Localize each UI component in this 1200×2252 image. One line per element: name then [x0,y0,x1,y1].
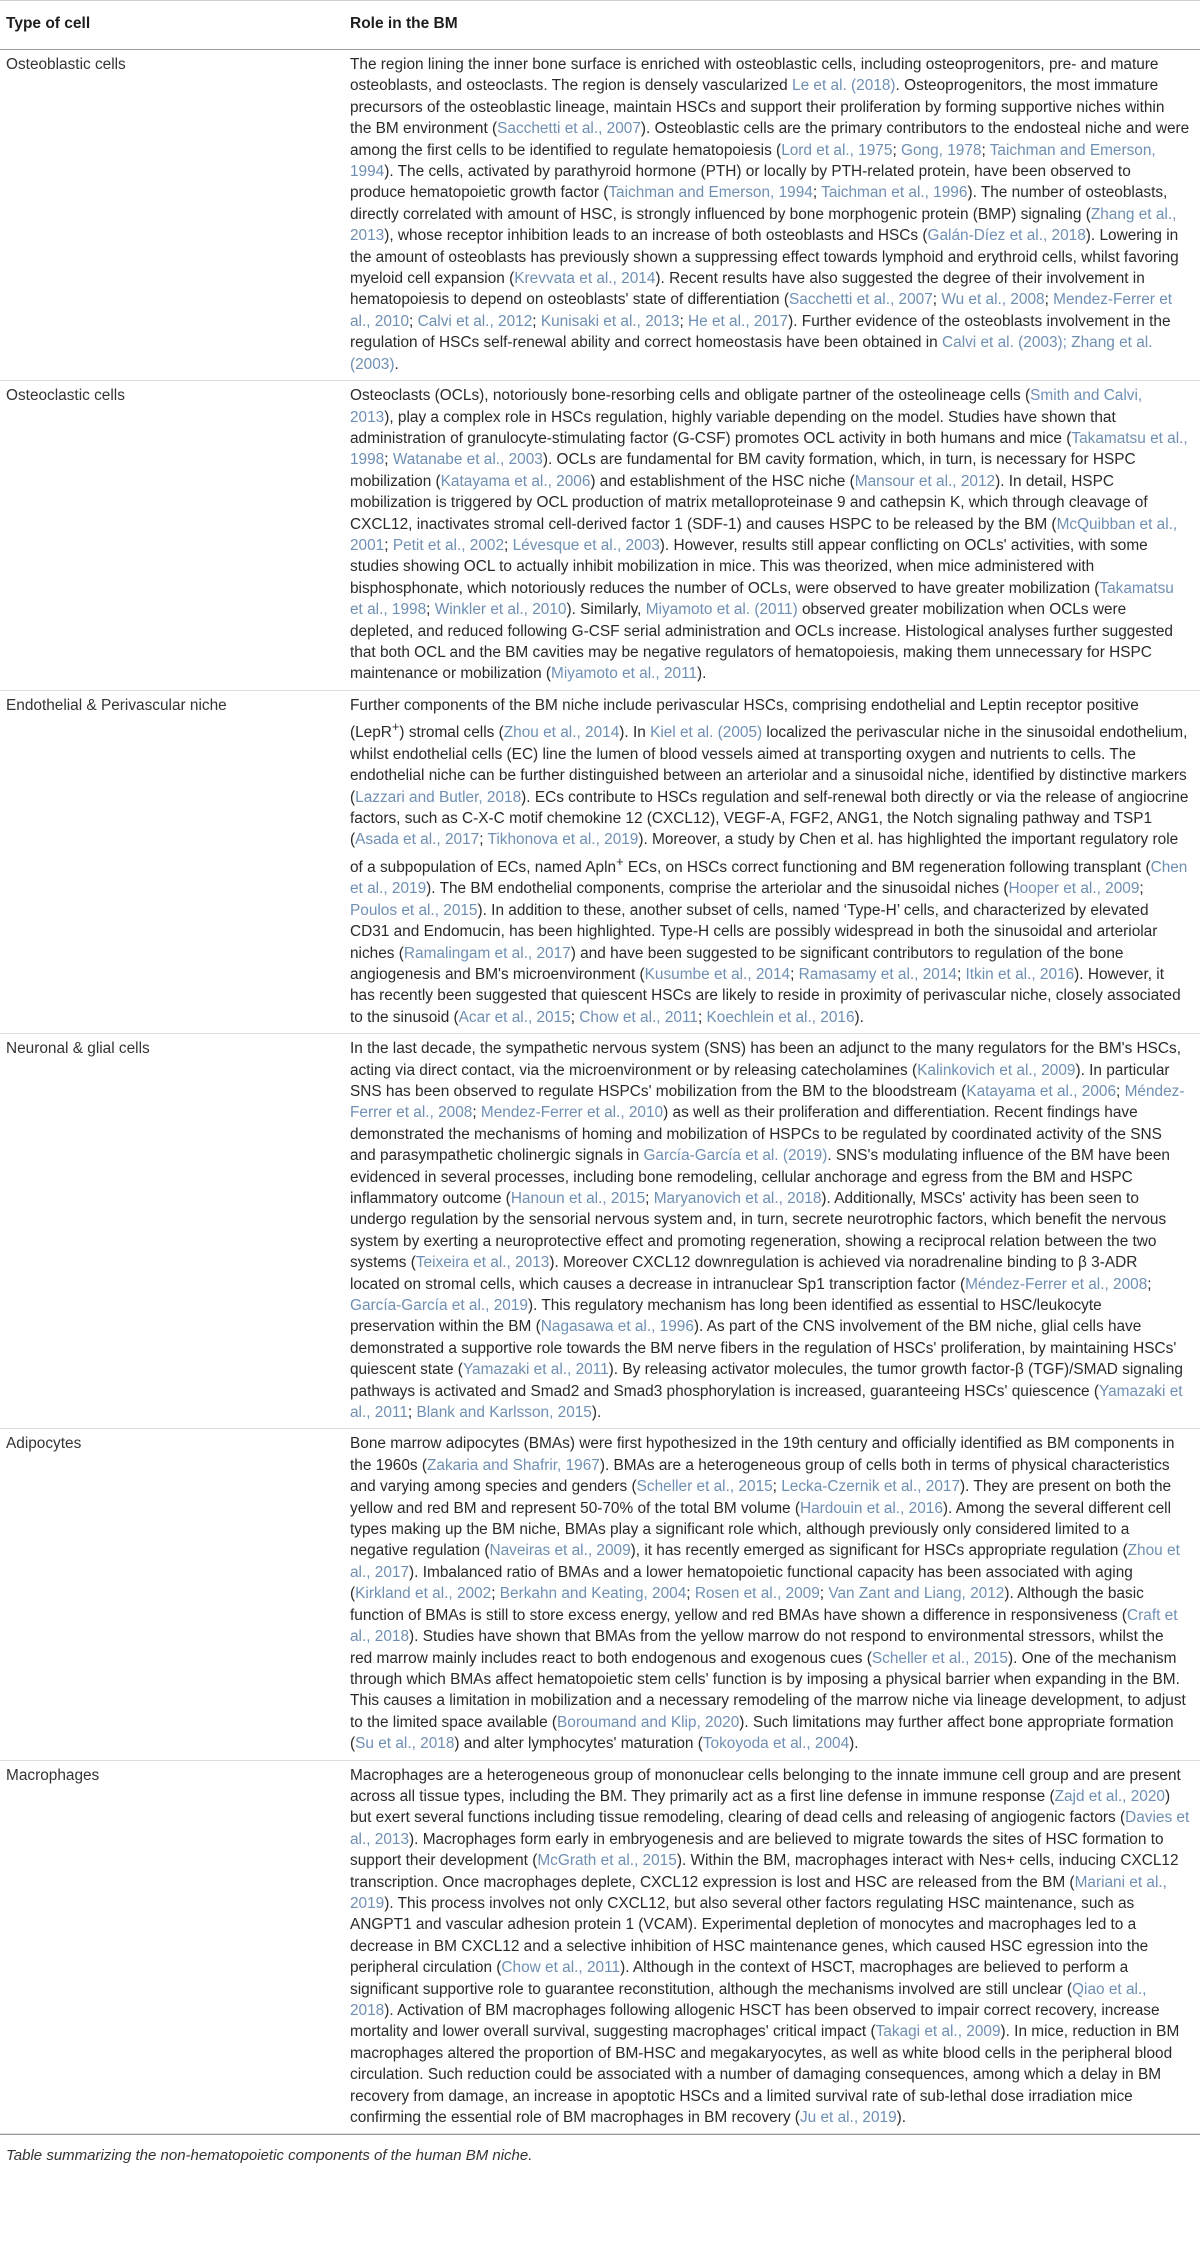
reference-link[interactable]: Hardouin et al., 2016 [799,1499,943,1517]
role-text: . SNS's modulating influence of the BM have been evidenced in several processes, including bone remodeling, cellular anchorage and egress from the BM and HSPC inflammatory outcome ( [350,1147,1170,1207]
reference-link[interactable]: Takamatsu et al., 1998 [350,579,1174,619]
reference-link[interactable]: Yamazaki et al., 2011 [350,1382,1183,1422]
role-text: ). However, it has recently been suggested that quiescent HSCs are likely to reside in proximity of perivascular niche, closely associated to the sinusoid ( [350,965,1181,1026]
role-text: ). Additionally, MSCs' activity has been seen to undergo regulation by the sensorial nervous system and, in turn, secrete neurotrophic factors, which benefit the nervous system by exerting a neuroprotective effect and promoting regeneration, showing a reciprocal relation between the two systems ( [350,1189,1167,1272]
role-text: ) but exert several functions including tissue remodeling, clearing of dead cells and releasing of angiogenic factors ( [350,1787,1171,1827]
header-row [0,1,1200,50]
reference-link[interactable]: Gong, 1978 [901,141,982,159]
role-text: ; [504,536,513,554]
reference-link[interactable]: Acar et al., 2015 [458,1008,571,1026]
role-text: observed greater mobilization when OCLs were depleted, and reduced following G-CSF serial administration and OCLs increase. Histological analyses further suggested that both OCL and the BM cavities may be negative regulators of hematopoiesis, making them unnecessary for HSPC maintenance or mobilization ( [350,601,1173,683]
role-text: ). Moreover CXCL12 downregulation is achieved via noradrenaline binding to β 3-ADR located on stromal cells, which causes a decrease in intranuclear Sp1 transcription factor ( [350,1254,1138,1293]
role-text: ; [1044,291,1054,309]
role-text: ; [645,1189,654,1207]
reference-link[interactable]: Katayama et al., 2006 [966,1082,1117,1100]
role-text: ). Moreover, a study by Chen et al. has highlighted the important regulatory role of a subpopulation of ECs, named Apln [350,831,1179,876]
role-text: ; [679,312,688,330]
reference-link[interactable]: Zakaria and Shafrir, 1967 [427,1456,600,1474]
role-text: . [394,355,399,373]
table-row [0,1034,1200,1429]
role-text: ; [384,451,393,469]
role-text: ; [932,291,942,309]
reference-link[interactable]: Winkler et al., 2010 [434,601,567,619]
reference-link[interactable]: Miyamoto et al. (2011) [645,601,798,619]
reference-link[interactable]: Yamazaki et al., 2011 [462,1361,609,1379]
role-text: ). The BM endothelial components, comprise the arteriolar and the sinusoidal niches ( [426,880,1009,898]
reference-link[interactable]: Takamatsu et al., 1998 [350,429,1188,469]
reference-link[interactable]: McQuibban et al., 2001 [350,515,1178,554]
reference-link[interactable]: Sacchetti et al., 2007 [497,120,641,138]
reference-link[interactable]: Ramasamy et al., 2014 [798,965,957,983]
role-text: ; [697,1008,707,1026]
role-text: ). They are present on both the yellow and red BM and represent 50-70% of the total BM volume ( [350,1478,1172,1517]
reference-link[interactable]: Blank and Karlsson, 2015 [416,1404,592,1422]
reference-link[interactable]: Méndez-Ferrer et al., 2008 [965,1275,1148,1293]
reference-link[interactable]: Taichman and Emerson, 1994 [608,184,813,202]
role-text: ). However, results still appear conflicting on OCLs' activities, with some studies showing OCL to actually inhibit mobilization in mice. This was theorized, when mice administered with bisphosphonate, which notoriously reduces the number of OCLs, were observed to have greater mobilization ( [350,536,1148,597]
reference-link[interactable]: Poulos et al., 2015 [350,901,478,919]
role-text: ). By releasing activator molecules, the tumor growth factor-β (TGF)/SMAD signaling pathways is activated and Smad2 and Smad3 phosphorylation is increased, guaranteeing HSCs' quiescence ( [350,1361,1183,1400]
reference-link[interactable]: Kunisaki et al., 2013 [540,312,680,330]
role-text: Bone marrow adipocytes (BMAs) were first hypothesized in the 19th century and officially identified as BM components in the 1960s ( [350,1435,1175,1474]
cell-role-description [350,1429,1200,1760]
cell-role-description [350,1034,1200,1429]
role-text: ). This process involves not only CXCL12, but also several other factors regulating HSC maintenance, such as ANGPT1 and vascular adhesion protein 1 (VCAM). Experimental depletion of monocytes and macrophages led to a decrease in BM CXCL12 and a selective inhibition of HSC maintenance genes, which caused HSC egression into the peripheral circulation ( [350,1894,1149,1977]
role-text: ). Although in the context of HSCT, macrophages are believed to perform a significant supportive role to guarantee reconstitution, although the mechanisms involved are still unclear ( [350,1959,1129,1998]
role-text: ). In addition to these, another subset of cells, named ‘Type-H’ cells, and characterized by elevated CD31 and Endomucin, has been highlighted. Type-H cells are possibly widespread in both the sinusoidal and arteriolar niches ( [350,901,1158,962]
reference-link[interactable]: Mansour et al., 2012 [854,472,996,490]
role-text: ) and establishment of the HSC niche ( [590,472,855,490]
cell-type: Macrophages [0,1760,350,2134]
superscript: + [616,853,624,869]
reference-link[interactable]: Ramalingam et al., 2017 [403,944,571,962]
role-text: ; [892,141,901,159]
reference-link[interactable]: Petit et al., 2002 [392,536,505,554]
reference-link[interactable]: Hooper et al., 2009 [1008,880,1140,898]
reference-link[interactable]: Taichman and Emerson, 1994 [350,141,1156,181]
superscript: + [391,719,400,735]
cell-type: Adipocytes [0,1429,350,1760]
role-text: ). Studies have shown that BMAs from the yellow marrow do not respond to environmental stressors, whilst the red marrow mainly includes react to both endogenous and exogenous cues ( [350,1628,1164,1667]
role-text: ) and have been suggested to be significant contributors to regulation of the bone angiogenesis and BM's microenvironment ( [350,944,1124,983]
cell-role-description [350,50,1200,381]
reference-link[interactable]: Su et al., 2018 [355,1735,455,1753]
cell-role-description [350,1760,1200,2134]
reference-link[interactable]: Calvi et al. (2003); Zhang et al. (2003) [350,334,1153,373]
role-text: ). Imbalanced ratio of BMAs and a lower hematopoietic functional capacity has been associated with aging ( [350,1563,1133,1603]
role-text: ). [896,2109,907,2127]
role-text: ). Among the several different cell types making up the BM niche, BMAs play a significant role which, although previously only considered limited to a negative regulation ( [350,1499,1172,1560]
header-type-of-cell: Type of cell [0,1,350,50]
role-text: ; [1139,880,1144,898]
reference-link[interactable]: Tokoyoda et al., 2004 [702,1735,850,1753]
reference-link[interactable]: Lecka-Czernik et al., 2017 [781,1478,961,1496]
reference-link[interactable]: Calvi et al., 2012 [417,312,533,330]
reference-link[interactable]: Zajd et al., 2020 [1054,1787,1165,1805]
reference-link[interactable]: Kirkland et al., 2002 [355,1585,492,1603]
reference-link[interactable]: Mendez-Ferrer et al., 2010 [350,291,1173,330]
role-text: ; [981,141,990,159]
reference-link[interactable]: Miyamoto et al., 2011 [551,665,698,683]
role-text: ; [686,1585,695,1603]
role-text: Macrophages are a heterogeneous group of mononuclear cells belonging to the innate immune cell group and are present across all tissue types, including the BM. They primarily act as a first line defense in immune response ( [350,1766,1181,1805]
role-text: . Osteoprogenitors, the most immature precursors of the osteoblastic lineage, maintain HSCs and support their proliferation by forming supportive niches within the BM environment ( [350,77,1165,138]
role-text: ; [772,1478,782,1496]
reference-link[interactable]: Zhou et al., 2014 [503,724,620,742]
role-text: ECs, on HSCs correct functioning and BM regeneration following transplant ( [623,858,1151,876]
reference-link[interactable]: García-García et al., 2019 [350,1297,528,1314]
cell-type: Osteoblastic cells [0,50,350,381]
role-text: ), it has recently emerged as significant for HSCs appropriate regulation ( [630,1542,1128,1560]
role-text: ). Similarly, [566,601,646,619]
reference-link[interactable]: Lévesque et al., 2003 [512,536,660,554]
reference-link[interactable]: Chen et al., 2019 [350,858,1188,898]
reference-link[interactable]: McGrath et al., 2015 [537,1852,677,1870]
role-text: ) as well as their proliferation and differentiation. Recent findings have demonstrated the mechanisms of homing and mobilization of HSPCs to be regulated by coordinated activity of the SNS and parasympathetic cholinergic signals in [350,1104,1162,1165]
reference-link[interactable]: Craft et al., 2018 [350,1606,1178,1646]
role-text: ; [407,1404,417,1422]
role-text: ). This regulatory mechanism has long been identified as essential to HSC/leukocyte preservation within the BM ( [350,1297,1102,1336]
role-text: ). In mice, reduction in BM macrophages altered the proportion of BM-HSC and megakaryocytes, as well as white blood cells in the peripheral blood circulation. Such reduction could be associated with a number of damaging consequences, among which a delay in BM recovery from damage, an increase in apoptotic HSCs and a limited survival rate of sub-lethal dose irradiation mice confirming the essential role of BM macrophages in BM recovery ( [350,2023,1180,2127]
role-text: ). [697,665,707,683]
role-text: ). Within the BM, macrophages interact with Nes+ cells, inducing CXCL12 transcription. Once macrophages deplete, CXCL12 expression is lost and HSC are released from the BM ( [350,1852,1179,1891]
reference-link[interactable]: Van Zant and Liang, 2012 [828,1585,1005,1603]
table-row [0,690,1200,1033]
reference-link[interactable]: García-García et al. (2019) [643,1147,828,1165]
cell-role-description [350,690,1200,1033]
role-text: ). Further evidence of the osteoblasts involvement in the regulation of HSCs self-renewal ability and correct homeostasis have been obtained in [350,312,1171,352]
cell-type: Osteoclastic cells [0,381,350,691]
reference-link[interactable]: Tikhonova et al., 2019 [487,831,639,849]
role-text: ). [591,1404,602,1422]
role-text: ; [384,536,393,554]
reference-link[interactable]: Zhou et al., 2017 [350,1542,1180,1581]
reference-link[interactable]: Chow et al., 2011 [579,1008,698,1026]
reference-link[interactable]: Wu et al., 2008 [941,291,1045,309]
role-text: ). Macrophages form early in embryogenesis and are believed to migrate towards the sites of HSC formation to support their development ( [350,1830,1164,1870]
reference-link[interactable]: Taichman et al., 1996 [821,184,968,202]
reference-link[interactable]: Naveiras et al., 2009 [489,1542,631,1560]
role-text: ). The cells, activated by parathyroid hormone (PTH) or locally by PTH-related protein, have been observed to produce hematopoietic growth factor ( [350,163,1131,202]
table-row [0,381,1200,691]
reference-link[interactable]: Lazzari and Butler, 2018 [355,788,522,806]
table-row [0,50,1200,381]
role-text: ) and alter lymphocytes' maturation ( [454,1735,703,1753]
role-text: ). In detail, HSPC mobilization is triggered by OCL production of matrix metalloproteinase 9 and cathepsin K, which through cleavage of CXCL12, inactivates stromal cell-derived factor 1 (SDF-1) and causes HSPC to be released by the BM ( [350,472,1148,533]
reference-link[interactable]: Sacchetti et al., 2007 [789,291,933,309]
reference-link[interactable]: Mendez-Ferrer et al., 2010 [480,1104,664,1122]
role-text: ; [479,831,488,849]
role-text: ). The number of osteoblasts, directly correlated with amount of HSC, is strongly influenced by bone morphogenic protein (BMP) signaling ( [350,184,1168,223]
role-text: ). As part of the CNS involvement of the BM niche, glial cells have demonstrated a supportive role towards the BM nerve fibers in the regulation of HSCs' proliferation, by maintaining HSCs' quiescent state ( [350,1318,1177,1379]
role-text: Further components of the BM niche include perivascular HSCs, comprising endothelial and Leptin receptor positive (LepR [350,696,1139,742]
reference-link[interactable]: Scheller et al., 2015 [871,1649,1008,1667]
reference-link[interactable]: Boroumand and Klip, 2020 [557,1713,740,1731]
role-text: ; [1147,1275,1152,1293]
reference-link[interactable]: Smith and Calvi, 2013 [350,387,1143,426]
role-text: ; [956,965,966,983]
table-caption: Table summarizing the non-hematopoietic components of the human BM niche. [0,2134,1200,2176]
role-text: ). Activation of BM macrophages following allogenic HSCT has been observed to impair correct recovery, increase mortality and lower overall survival, suggesting macrophages' critical impact ( [350,2002,1160,2041]
reference-link[interactable]: Kiel et al. (2005) [650,724,763,742]
reference-link[interactable]: Nagasawa et al., 1996 [540,1318,694,1336]
role-text: ). In particular SNS has been observed to regulate HSPCs' mobilization from the BM to the bloodstream ( [350,1061,1170,1100]
reference-link[interactable]: Itkin et al., 2016 [965,965,1075,983]
role-text: ; [812,184,822,202]
reference-link[interactable]: Galán-Díez et al., 2018 [927,227,1086,245]
role-text: The region lining the inner bone surface is enriched with osteoblastic cells, including osteoprogenitors, pre- and mature osteoblasts, and osteoclasts. The region is densely vascularized [350,56,1159,95]
table-row [0,1429,1200,1760]
reference-link[interactable]: Ju et al., 2019 [799,2109,897,2127]
cell-role-description [350,381,1200,691]
header-role-in-bm: Role in the BM [350,1,1200,50]
reference-link[interactable]: He et al., 2017 [688,312,789,330]
reference-link[interactable]: Watanabe et al., 2003 [392,451,543,469]
reference-link[interactable]: Scheller et al., 2015 [636,1478,773,1496]
role-text: ). Osteoblastic cells are the primary contributors to the endosteal niche and were among the first cells to be identified to regulate hematopoiesis ( [350,120,1190,159]
role-text: ; [491,1585,500,1603]
reference-link[interactable]: Kalinkovich et al., 2009 [917,1061,1076,1079]
role-text: ; [532,312,541,330]
table-row [0,1760,1200,2134]
reference-link[interactable]: Rosen et al., 2009 [694,1585,820,1603]
role-text: ) stromal cells ( [399,724,504,742]
role-text: ). [849,1735,859,1753]
reference-link[interactable]: Berkahn and Keating, 2004 [499,1585,687,1603]
role-text: ; [426,601,435,619]
table-body [0,50,1200,2134]
role-text: ), play a complex role in HSCs regulation, highly variable depending on the model. Studies have shown that administration of granulocyte-stimulating factor (G-CSF) promotes OCL activity in both humans and mice ( [350,408,1116,447]
reference-link[interactable]: Krevvata et al., 2014 [514,270,656,288]
role-text: In the last decade, the sympathetic nervous system (SNS) has been an adjunct to the many regulators for the BM's HSCs, acting via direct contact, via the microenvironment or by releasing catecholamines ( [350,1040,1182,1079]
reference-link[interactable]: Takagi et al., 2009 [875,2023,1001,2041]
role-text: ). Lowering in the amount of osteoblasts has previously shown a suppressing effect towards lymphoid and erythroid cells, whilst favoring myeloid cell expansion ( [350,227,1179,288]
cell-type: Endothelial & Perivascular niche [0,690,350,1033]
role-text: Osteoclasts (OCLs), notoriously bone-resorbing cells and obligate partner of the osteolineage cells ( [350,387,1031,405]
role-text: ). [854,1008,864,1026]
role-text: ). Such limitations may further affect bone appropriate formation ( [350,1713,1174,1753]
role-text: ; [790,965,799,983]
role-text: ; [819,1585,829,1603]
role-text: ). ECs contribute to HSCs regulation and self-renewal both directly or via the release of angiocrine factors, such as C-X-C motif chemokine 12 (CXCL12), VEGF-A, FGF2, ANG1, the Notch signaling pathway and TSP1 ( [350,788,1189,849]
reference-link[interactable]: Kusumbe et al., 2014 [644,965,791,983]
role-text: ). OCLs are fundamental for BM cavity formation, which, in turn, is necessary for HSPC mobilization ( [350,451,1136,490]
role-text: ), whose receptor inhibition leads to an increase of both osteoblasts and HSCs ( [384,227,928,245]
role-text: ). BMAs are a heterogeneous group of cells both in terms of physical characteristics and varying among species and genders ( [350,1456,1170,1496]
reference-link[interactable]: Chow et al., 2011 [501,1959,621,1977]
role-text: ; [409,312,418,330]
reference-link[interactable]: Davies et al., 2013 [350,1809,1190,1848]
reference-link[interactable]: Hanoun et al., 2015 [510,1189,646,1207]
role-text: ). Although the basic function of BMAs is still to store excess energy, yellow and red BMAs have shown a difference in responsiveness ( [350,1585,1144,1624]
reference-link[interactable]: Teixeira et al., 2013 [415,1254,550,1272]
reference-link[interactable]: Le et al. (2018) [792,77,896,95]
role-text: localized the perivascular niche in the sinusoidal endothelium, whilst endothelial cells (EC) line the lumen of blood vessels aimed at transporting oxygen and nutrients to cells. The endothelial niche can be further distinguished between an arteriolar and a sinusoidal niche, identified by distinctive markers ( [350,724,1188,806]
reference-link[interactable]: Katayama et al., 2006 [440,472,591,490]
role-text: ). One of the mechanism through which BMAs affect hematopoietic stem cells' function is by imposing a physical barrier when expanding in the BM. This causes a limitation in mobilization and a necessary remodeling of the marrow niche via lineage development, to adjust to the limited space available ( [350,1649,1186,1731]
reference-link[interactable]: Méndez-Ferrer et al., 2008 [350,1082,1185,1122]
reference-link[interactable]: Lord et al., 1975 [781,141,893,159]
cell-type: Neuronal & glial cells [0,1034,350,1429]
reference-link[interactable]: Asada et al., 2017 [355,831,480,849]
role-text: ; [472,1104,481,1122]
reference-link[interactable]: Maryanovich et al., 2018 [653,1189,822,1207]
role-text: ; [570,1008,580,1026]
role-text: ). Recent results have also suggested the degree of their involvement in hematopoiesis to depend on osteoblasts' state of differentiation ( [350,270,1145,309]
reference-link[interactable]: Zhang et al., 2013 [350,205,1177,245]
reference-link[interactable]: Mariani et al., 2019 [350,1873,1167,1912]
reference-link[interactable]: Qiao et al., 2018 [350,1980,1147,2019]
role-text: ; [1116,1082,1125,1100]
reference-link[interactable]: Koechlein et al., 2016 [706,1008,855,1026]
role-text: ). In [619,724,651,742]
